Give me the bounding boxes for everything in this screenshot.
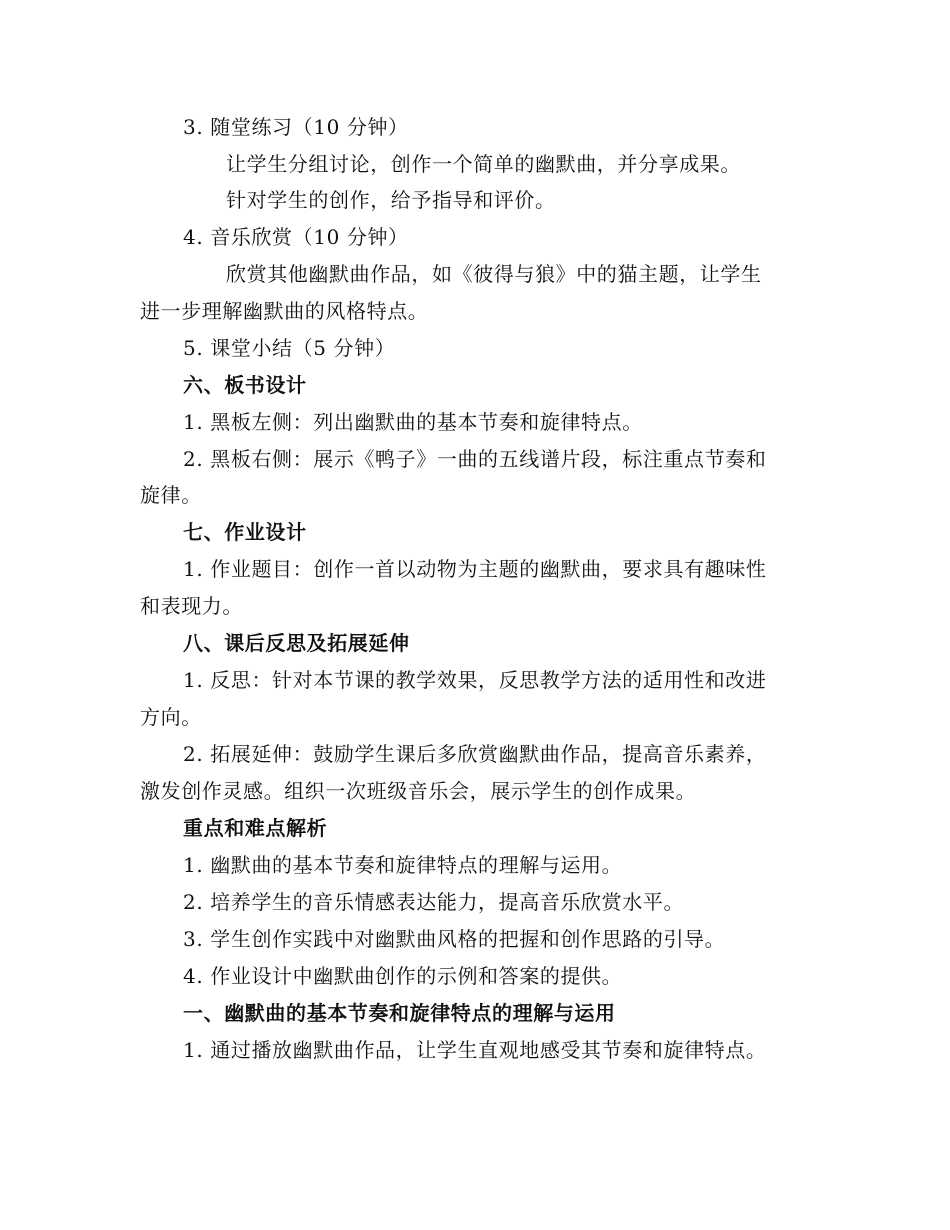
paragraph-continuation: 方向。	[140, 705, 202, 729]
paragraph: 让学生分组讨论，创作一个简单的幽默曲，并分享成果。	[226, 152, 741, 176]
list-item: 2. 培养学生的音乐情感表达能力，提高音乐欣赏水平。	[183, 890, 685, 914]
list-item: 4. 作业设计中幽默曲创作的示例和答案的提供。	[183, 964, 623, 988]
section-heading-board-design: 六、板书设计	[183, 373, 307, 397]
list-item: 1. 通过播放幽默曲作品，让学生直观地感受其节奏和旋律特点。	[183, 1038, 767, 1062]
list-item: 2. 黑板右侧：展示《鸭子》一曲的五线谱片段，标注重点节奏和	[183, 447, 767, 471]
section-heading-rhythm-melody: 一、幽默曲的基本节奏和旋律特点的理解与运用	[183, 1001, 616, 1025]
list-item-summary: 5. 课堂小结（5 分钟）	[183, 336, 396, 360]
paragraph-continuation: 和表现力。	[140, 594, 243, 618]
list-item: 1. 幽默曲的基本节奏和旋律特点的理解与运用。	[183, 853, 623, 877]
list-item-appreciation: 4. 音乐欣赏（10 分钟）	[183, 225, 409, 249]
list-item: 1. 作业题目：创作一首以动物为主题的幽默曲，要求具有趣味性	[183, 557, 767, 581]
paragraph-continuation: 进一步理解幽默曲的风格特点。	[140, 299, 429, 323]
list-item: 3. 学生创作实践中对幽默曲风格的把握和创作思路的引导。	[183, 927, 726, 951]
paragraph-continuation: 激发创作灵感。组织一次班级音乐会，展示学生的创作成果。	[140, 779, 697, 803]
section-heading-key-points: 重点和难点解析	[183, 816, 328, 840]
list-item-practice: 3. 随堂练习（10 分钟）	[183, 115, 409, 139]
paragraph: 欣赏其他幽默曲作品，如《彼得与狼》中的猫主题，让学生	[226, 262, 762, 286]
paragraph: 针对学生的创作，给予指导和评价。	[226, 188, 556, 212]
list-item: 2. 拓展延伸：鼓励学生课后多欣赏幽默曲作品，提高音乐素养，	[183, 742, 767, 766]
section-heading-homework: 七、作业设计	[183, 520, 307, 544]
section-heading-reflection: 八、课后反思及拓展延伸	[183, 631, 410, 655]
list-item: 1. 反思：针对本节课的教学效果，反思教学方法的适用性和改进	[183, 668, 767, 692]
paragraph-continuation: 旋律。	[140, 483, 202, 507]
list-item: 1. 黑板左侧：列出幽默曲的基本节奏和旋律特点。	[183, 410, 643, 434]
